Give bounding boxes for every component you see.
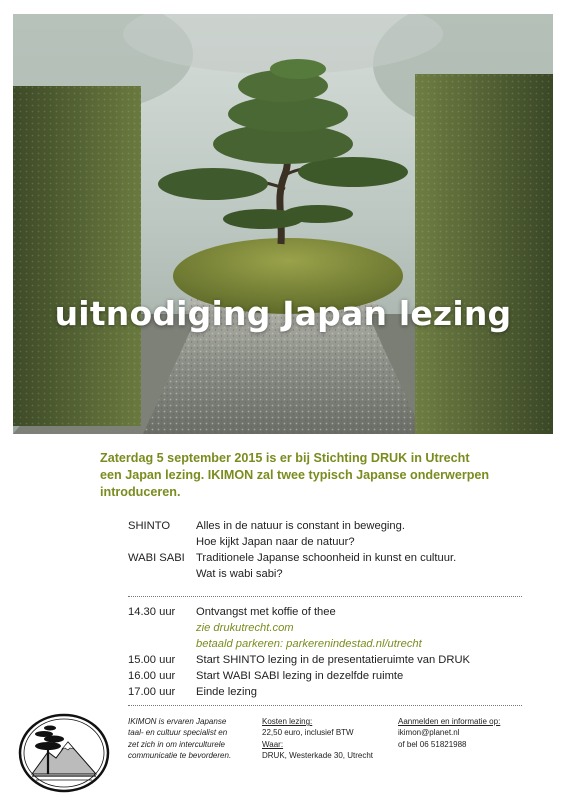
contact-info: [398, 716, 538, 750]
topic-description: Wat is wabi sabi?: [196, 568, 283, 580]
location-value: DRUK, Westerkade 30, Utrecht: [262, 751, 374, 761]
schedule-row: [128, 620, 528, 636]
schedule-text: Start WABI SABI lezing in dezelfde ruimte: [196, 670, 404, 682]
hero-title: uitnodiging Japan lezing: [54, 294, 512, 333]
about-ikimon: [128, 716, 254, 762]
divider: [128, 596, 522, 597]
topic-description: Alles in de natuur is constant in beweging.: [196, 520, 405, 532]
schedule-time: 15.00 uur: [128, 654, 176, 666]
schedule-text: Einde lezing: [196, 686, 257, 698]
schedule-row: [128, 684, 528, 700]
schedule-row: [128, 604, 528, 620]
cost-value: 22,50 euro, inclusief BTW: [262, 728, 354, 738]
intro-line: een Japan lezing. IKIMON zal twee typisch Japanse onderwerpen: [100, 468, 490, 482]
parking-link[interactable]: betaald parkeren: parkerenindestad.nl/utrecht: [196, 638, 422, 650]
about-line: zet zich in om interculturele: [128, 739, 225, 749]
schedule-row: [128, 652, 528, 668]
schedule-text: Start SHINTO lezing in de presentatieruimte van DRUK: [196, 654, 471, 666]
cost-and-location: [262, 716, 392, 762]
contact-email[interactable]: ikimon@planet.nl: [398, 728, 460, 738]
intro-line: introduceren.: [100, 485, 181, 499]
about-line: communicatie te bevorderen.: [128, 751, 232, 761]
hero-photo: [13, 14, 553, 434]
topic-code: SHINTO: [128, 520, 171, 532]
topic-shinto: [128, 518, 528, 550]
schedule-time: [128, 636, 196, 652]
intro-text: [100, 450, 540, 501]
cost-label: Kosten lezing:: [262, 717, 313, 726]
schedule-row: [128, 668, 528, 684]
contact-label: Aanmelden en informatie op:: [398, 717, 501, 726]
website-link[interactable]: zie drukutrecht.com: [196, 622, 294, 634]
schedule-row: [128, 636, 528, 652]
topic-description: Traditionele Japanse schoonheid in kunst en cultuur.: [196, 552, 457, 564]
schedule-time: [128, 620, 196, 636]
divider: [128, 705, 522, 706]
topic-description: Hoe kijkt Japan naar de natuur?: [196, 536, 355, 548]
bonsai-mount-fuji-logo-icon: [18, 712, 110, 794]
about-line: taal- en cultuur specialist en: [128, 728, 228, 738]
topic-wabi-sabi: [128, 550, 528, 582]
intro-line: Zaterdag 5 september 2015 is er bij Stichting DRUK in Utrecht: [100, 451, 470, 465]
location-label: Waar:: [262, 739, 284, 749]
schedule-time: 17.00 uur: [128, 686, 176, 698]
topic-code: WABI SABI: [128, 552, 185, 564]
schedule-time: 14.30 uur: [128, 606, 176, 618]
schedule-list: [128, 604, 528, 700]
schedule-time: 16.00 uur: [128, 670, 176, 682]
about-line: IKIMON is ervaren Japanse: [128, 717, 227, 726]
contact-phone: of bel 06 51821988: [398, 739, 467, 749]
schedule-text: Ontvangst met koffie of thee: [196, 606, 336, 618]
bonsai-garden-illustration: [13, 14, 553, 434]
topics-list: [128, 518, 528, 582]
